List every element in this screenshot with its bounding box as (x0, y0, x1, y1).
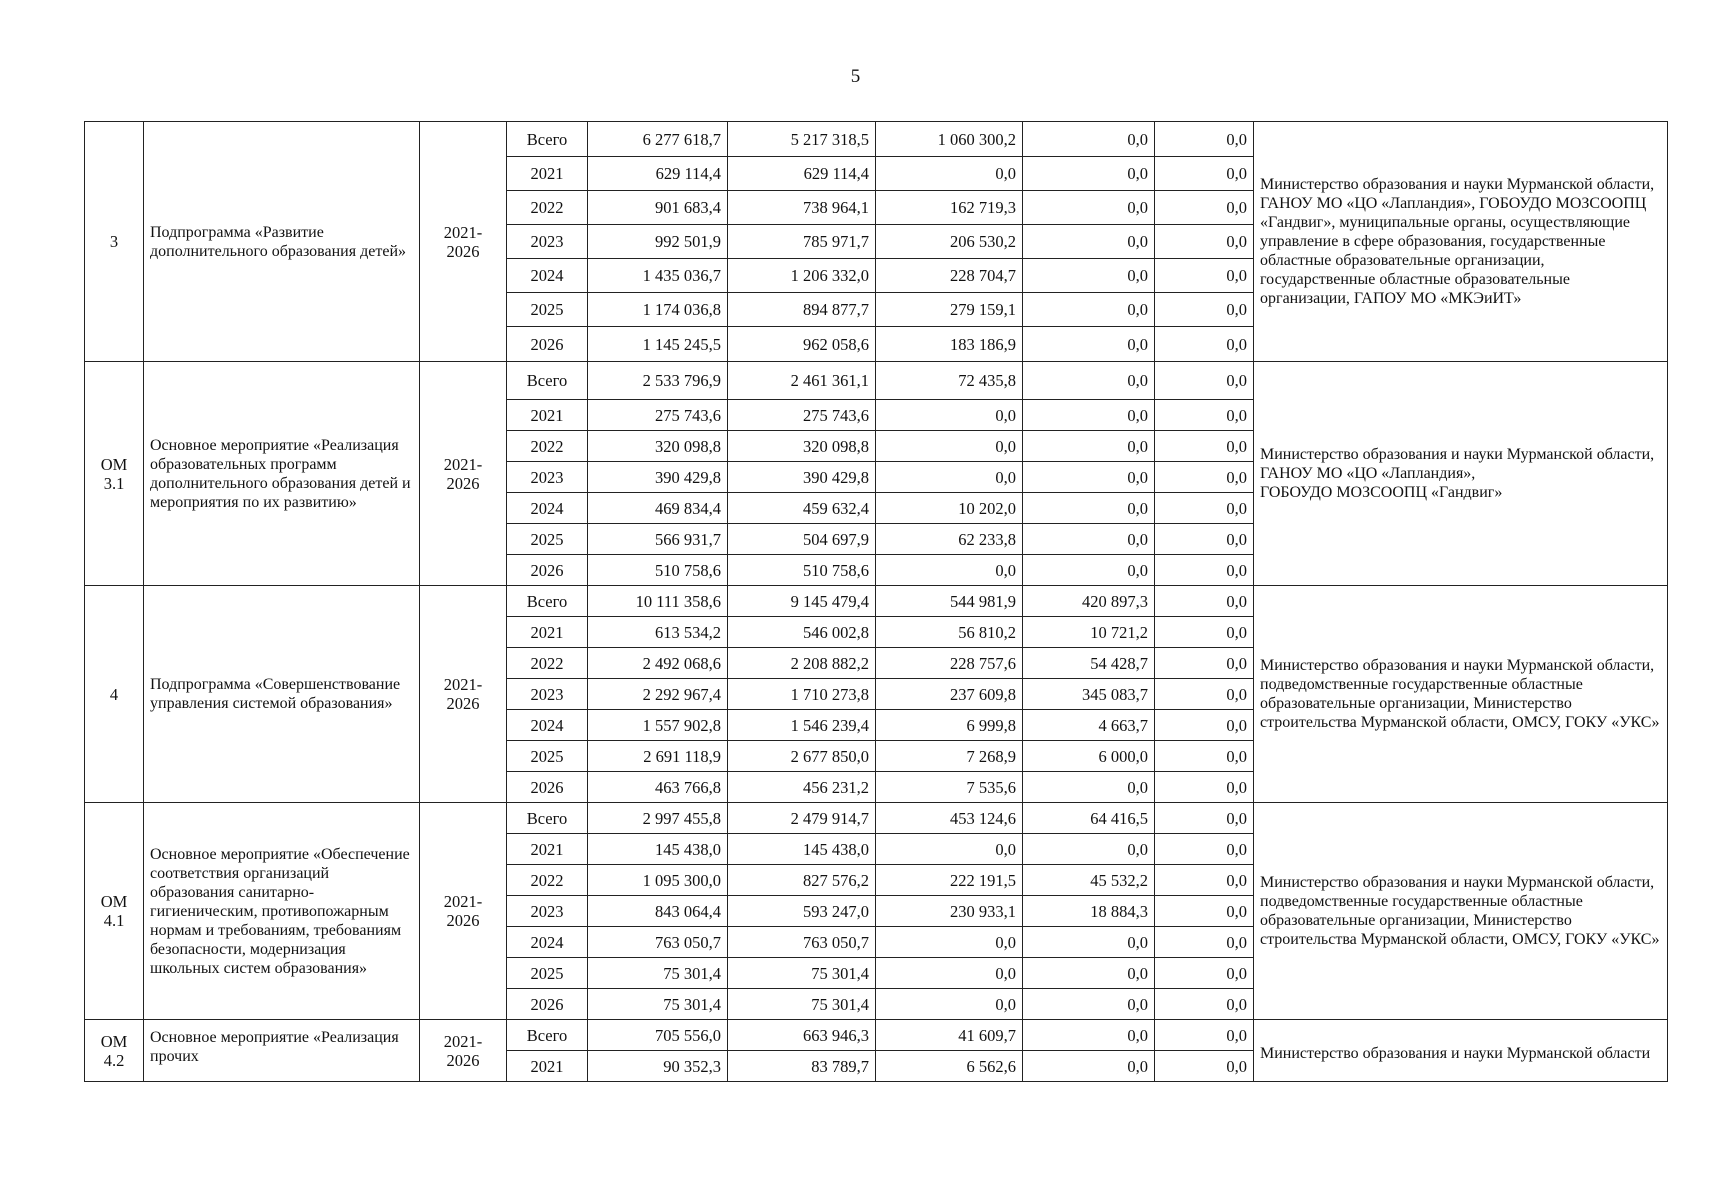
section-name: Подпрограмма «Развитие дополнительного образования детей» (144, 122, 420, 362)
funding-col-4: 18 884,3 (1023, 896, 1155, 927)
section-number: ОМ 3.1 (85, 362, 144, 586)
row-year: Всего (507, 122, 588, 157)
funding-col-3: 279 159,1 (876, 293, 1023, 327)
funding-col-1: 10 111 358,6 (588, 586, 728, 617)
funding-col-3: 62 233,8 (876, 524, 1023, 555)
funding-col-4: 0,0 (1023, 400, 1155, 431)
funding-col-1: 1 145 245,5 (588, 327, 728, 362)
funding-col-1: 763 050,7 (588, 927, 728, 958)
funding-col-2: 629 114,4 (728, 157, 876, 191)
funding-col-4: 0,0 (1023, 191, 1155, 225)
section-name: Основное мероприятие «Обеспечение соответствия организаций образования санитарно-гигиеническим, противопожарным нормам и требованиям, требованиям безопасности, модернизация школьных систем образования» (144, 803, 420, 1020)
funding-col-1: 75 301,4 (588, 958, 728, 989)
funding-col-3: 7 535,6 (876, 772, 1023, 803)
funding-col-5: 0,0 (1155, 555, 1254, 586)
funding-col-1: 145 438,0 (588, 834, 728, 865)
funding-col-5: 0,0 (1155, 772, 1254, 803)
funding-col-1: 629 114,4 (588, 157, 728, 191)
row-year: 2025 (507, 741, 588, 772)
funding-col-5: 0,0 (1155, 431, 1254, 462)
funding-col-1: 566 931,7 (588, 524, 728, 555)
funding-col-2: 2 479 914,7 (728, 803, 876, 834)
row-year: 2021 (507, 400, 588, 431)
funding-col-5: 0,0 (1155, 327, 1254, 362)
funding-col-4: 0,0 (1023, 524, 1155, 555)
funding-col-4: 45 532,2 (1023, 865, 1155, 896)
funding-col-5: 0,0 (1155, 524, 1254, 555)
section-period: 2021- 2026 (420, 803, 507, 1020)
funding-col-5: 0,0 (1155, 400, 1254, 431)
funding-col-2: 663 946,3 (728, 1020, 876, 1051)
section-number: 4 (85, 586, 144, 803)
funding-col-3: 0,0 (876, 157, 1023, 191)
funding-col-5: 0,0 (1155, 803, 1254, 834)
funding-col-2: 390 429,8 (728, 462, 876, 493)
funding-col-3: 230 933,1 (876, 896, 1023, 927)
funding-col-2: 9 145 479,4 (728, 586, 876, 617)
funding-col-4: 0,0 (1023, 958, 1155, 989)
funding-col-3: 162 719,3 (876, 191, 1023, 225)
funding-col-4: 4 663,7 (1023, 710, 1155, 741)
funding-col-1: 2 997 455,8 (588, 803, 728, 834)
funding-col-3: 6 999,8 (876, 710, 1023, 741)
funding-col-2: 75 301,4 (728, 958, 876, 989)
funding-col-1: 463 766,8 (588, 772, 728, 803)
funding-col-3: 0,0 (876, 834, 1023, 865)
funding-col-2: 1 206 332,0 (728, 259, 876, 293)
funding-col-3: 206 530,2 (876, 225, 1023, 259)
funding-col-5: 0,0 (1155, 679, 1254, 710)
table-body (85, 122, 1668, 1082)
funding-col-3: 0,0 (876, 958, 1023, 989)
funding-col-1: 2 492 068,6 (588, 648, 728, 679)
funding-col-4: 0,0 (1023, 293, 1155, 327)
funding-col-1: 1 095 300,0 (588, 865, 728, 896)
funding-col-3: 228 704,7 (876, 259, 1023, 293)
funding-col-3: 544 981,9 (876, 586, 1023, 617)
section-name: Подпрограмма «Совершенствование управления системой образования» (144, 586, 420, 803)
funding-col-5: 0,0 (1155, 586, 1254, 617)
funding-col-1: 320 098,8 (588, 431, 728, 462)
row-year: 2023 (507, 679, 588, 710)
row-year: 2023 (507, 462, 588, 493)
row-year: Всего (507, 1020, 588, 1051)
funding-col-4: 0,0 (1023, 362, 1155, 400)
funding-col-1: 705 556,0 (588, 1020, 728, 1051)
funding-col-2: 2 677 850,0 (728, 741, 876, 772)
section-period: 2021- 2026 (420, 122, 507, 362)
section-period: 2021- 2026 (420, 586, 507, 803)
funding-col-4: 0,0 (1023, 493, 1155, 524)
row-year: 2026 (507, 555, 588, 586)
funding-col-3: 453 124,6 (876, 803, 1023, 834)
funding-col-2: 785 971,7 (728, 225, 876, 259)
funding-col-4: 0,0 (1023, 259, 1155, 293)
row-year: 2025 (507, 293, 588, 327)
funding-col-1: 510 758,6 (588, 555, 728, 586)
funding-col-2: 83 789,7 (728, 1051, 876, 1082)
funding-col-4: 0,0 (1023, 555, 1155, 586)
funding-col-4: 10 721,2 (1023, 617, 1155, 648)
funding-col-4: 0,0 (1023, 1051, 1155, 1082)
funding-col-3: 0,0 (876, 555, 1023, 586)
table-row (85, 1020, 1668, 1051)
section-number: ОМ 4.2 (85, 1020, 144, 1082)
funding-col-2: 593 247,0 (728, 896, 876, 927)
funding-col-4: 0,0 (1023, 157, 1155, 191)
page-number: 5 (850, 66, 861, 87)
funding-col-1: 469 834,4 (588, 493, 728, 524)
funding-col-2: 962 058,6 (728, 327, 876, 362)
funding-col-2: 1 710 273,8 (728, 679, 876, 710)
row-year: 2024 (507, 710, 588, 741)
row-year: 2022 (507, 191, 588, 225)
funding-col-1: 75 301,4 (588, 989, 728, 1020)
row-year: 2021 (507, 617, 588, 648)
section-number: 3 (85, 122, 144, 362)
row-year: 2026 (507, 989, 588, 1020)
row-year: 2023 (507, 225, 588, 259)
funding-col-5: 0,0 (1155, 834, 1254, 865)
funding-col-4: 0,0 (1023, 1020, 1155, 1051)
funding-col-5: 0,0 (1155, 191, 1254, 225)
table-row (85, 586, 1668, 617)
funding-col-5: 0,0 (1155, 1051, 1254, 1082)
program-funding-table (84, 121, 1668, 1082)
funding-col-4: 0,0 (1023, 927, 1155, 958)
funding-col-2: 145 438,0 (728, 834, 876, 865)
table-row (85, 803, 1668, 834)
funding-col-4: 0,0 (1023, 834, 1155, 865)
funding-col-5: 0,0 (1155, 648, 1254, 679)
row-year: 2026 (507, 772, 588, 803)
funding-col-3: 41 609,7 (876, 1020, 1023, 1051)
funding-col-5: 0,0 (1155, 989, 1254, 1020)
funding-col-2: 894 877,7 (728, 293, 876, 327)
section-number: ОМ 4.1 (85, 803, 144, 1020)
funding-col-4: 0,0 (1023, 989, 1155, 1020)
funding-col-5: 0,0 (1155, 865, 1254, 896)
funding-col-1: 613 534,2 (588, 617, 728, 648)
funding-col-1: 1 557 902,8 (588, 710, 728, 741)
funding-col-1: 992 501,9 (588, 225, 728, 259)
funding-col-4: 0,0 (1023, 122, 1155, 157)
funding-col-3: 222 191,5 (876, 865, 1023, 896)
funding-col-2: 320 098,8 (728, 431, 876, 462)
funding-col-2: 275 743,6 (728, 400, 876, 431)
funding-col-5: 0,0 (1155, 362, 1254, 400)
funding-col-2: 2 208 882,2 (728, 648, 876, 679)
section-executors: Министерство образования и науки Мурманской области, подведомственные государственные областные образовательные организации, Министерство строительства Мурманской области, ОМСУ, ГОКУ «УКС» (1254, 586, 1668, 803)
section-executors: Министерство образования и науки Мурманской области, подведомственные государственные областные образовательные организации, Министерство строительства Мурманской области, ОМСУ, ГОКУ «УКС» (1254, 803, 1668, 1020)
funding-col-5: 0,0 (1155, 617, 1254, 648)
funding-col-2: 2 461 361,1 (728, 362, 876, 400)
funding-col-1: 843 064,4 (588, 896, 728, 927)
funding-col-2: 827 576,2 (728, 865, 876, 896)
funding-col-3: 56 810,2 (876, 617, 1023, 648)
row-year: 2026 (507, 327, 588, 362)
funding-col-1: 2 533 796,9 (588, 362, 728, 400)
funding-col-4: 0,0 (1023, 772, 1155, 803)
funding-col-4: 0,0 (1023, 431, 1155, 462)
funding-col-5: 0,0 (1155, 927, 1254, 958)
row-year: 2022 (507, 865, 588, 896)
funding-col-2: 5 217 318,5 (728, 122, 876, 157)
funding-col-3: 183 186,9 (876, 327, 1023, 362)
section-name: Основное мероприятие «Реализация образовательных программ дополнительного образования детей и мероприятия по их развитию» (144, 362, 420, 586)
funding-col-1: 1 174 036,8 (588, 293, 728, 327)
funding-col-5: 0,0 (1155, 493, 1254, 524)
row-year: 2024 (507, 259, 588, 293)
funding-col-3: 0,0 (876, 989, 1023, 1020)
funding-col-3: 72 435,8 (876, 362, 1023, 400)
funding-col-3: 6 562,6 (876, 1051, 1023, 1082)
row-year: 2022 (507, 648, 588, 679)
funding-col-1: 901 683,4 (588, 191, 728, 225)
funding-col-2: 459 632,4 (728, 493, 876, 524)
funding-col-5: 0,0 (1155, 710, 1254, 741)
funding-col-4: 64 416,5 (1023, 803, 1155, 834)
funding-col-2: 504 697,9 (728, 524, 876, 555)
funding-col-2: 763 050,7 (728, 927, 876, 958)
funding-col-4: 420 897,3 (1023, 586, 1155, 617)
funding-col-4: 345 083,7 (1023, 679, 1155, 710)
funding-col-3: 7 268,9 (876, 741, 1023, 772)
funding-col-4: 0,0 (1023, 327, 1155, 362)
funding-col-3: 237 609,8 (876, 679, 1023, 710)
funding-col-4: 6 000,0 (1023, 741, 1155, 772)
funding-col-2: 546 002,8 (728, 617, 876, 648)
funding-col-5: 0,0 (1155, 225, 1254, 259)
funding-col-3: 0,0 (876, 462, 1023, 493)
funding-col-2: 75 301,4 (728, 989, 876, 1020)
funding-col-2: 1 546 239,4 (728, 710, 876, 741)
section-executors: Министерство образования и науки Мурманской области, ГАНОУ МО «ЦО «Лапландия», ГОБОУДО МОЗСООПЦ «Гандвиг», муниципальные органы, осуществляющие управление в сфере образования, государственные областные образовательные организации, государственные областные образовательные организации, ГАПОУ МО «МКЭиИТ» (1254, 122, 1668, 362)
section-name: Основное мероприятие «Реализация прочих (144, 1020, 420, 1082)
table-row (85, 122, 1668, 157)
row-year: 2022 (507, 431, 588, 462)
section-executors: Министерство образования и науки Мурманской области, ГАНОУ МО «ЦО «Лапландия», ГОБОУДО МОЗСООПЦ «Гандвиг» (1254, 362, 1668, 586)
row-year: 2024 (507, 927, 588, 958)
funding-col-4: 0,0 (1023, 225, 1155, 259)
funding-col-1: 6 277 618,7 (588, 122, 728, 157)
row-year: Всего (507, 362, 588, 400)
funding-col-5: 0,0 (1155, 259, 1254, 293)
table-row (85, 362, 1668, 400)
funding-col-3: 1 060 300,2 (876, 122, 1023, 157)
section-period: 2021- 2026 (420, 1020, 507, 1082)
funding-col-3: 228 757,6 (876, 648, 1023, 679)
funding-col-3: 10 202,0 (876, 493, 1023, 524)
funding-col-1: 1 435 036,7 (588, 259, 728, 293)
row-year: 2021 (507, 834, 588, 865)
section-executors: Министерство образования и науки Мурманской области (1254, 1020, 1668, 1082)
row-year: 2025 (507, 958, 588, 989)
funding-col-4: 54 428,7 (1023, 648, 1155, 679)
row-year: Всего (507, 803, 588, 834)
funding-col-1: 275 743,6 (588, 400, 728, 431)
funding-col-5: 0,0 (1155, 1020, 1254, 1051)
funding-col-5: 0,0 (1155, 741, 1254, 772)
funding-col-4: 0,0 (1023, 462, 1155, 493)
row-year: 2023 (507, 896, 588, 927)
row-year: Всего (507, 586, 588, 617)
funding-col-1: 2 292 967,4 (588, 679, 728, 710)
funding-col-3: 0,0 (876, 400, 1023, 431)
section-period: 2021- 2026 (420, 362, 507, 586)
funding-col-2: 738 964,1 (728, 191, 876, 225)
funding-col-3: 0,0 (876, 927, 1023, 958)
funding-col-5: 0,0 (1155, 958, 1254, 989)
funding-col-1: 90 352,3 (588, 1051, 728, 1082)
row-year: 2024 (507, 493, 588, 524)
row-year: 2025 (507, 524, 588, 555)
row-year: 2021 (507, 1051, 588, 1082)
funding-col-5: 0,0 (1155, 157, 1254, 191)
funding-col-3: 0,0 (876, 431, 1023, 462)
funding-col-5: 0,0 (1155, 293, 1254, 327)
row-year: 2021 (507, 157, 588, 191)
funding-col-5: 0,0 (1155, 896, 1254, 927)
funding-col-1: 2 691 118,9 (588, 741, 728, 772)
funding-col-1: 390 429,8 (588, 462, 728, 493)
funding-col-2: 510 758,6 (728, 555, 876, 586)
funding-col-5: 0,0 (1155, 462, 1254, 493)
funding-col-5: 0,0 (1155, 122, 1254, 157)
funding-col-2: 456 231,2 (728, 772, 876, 803)
